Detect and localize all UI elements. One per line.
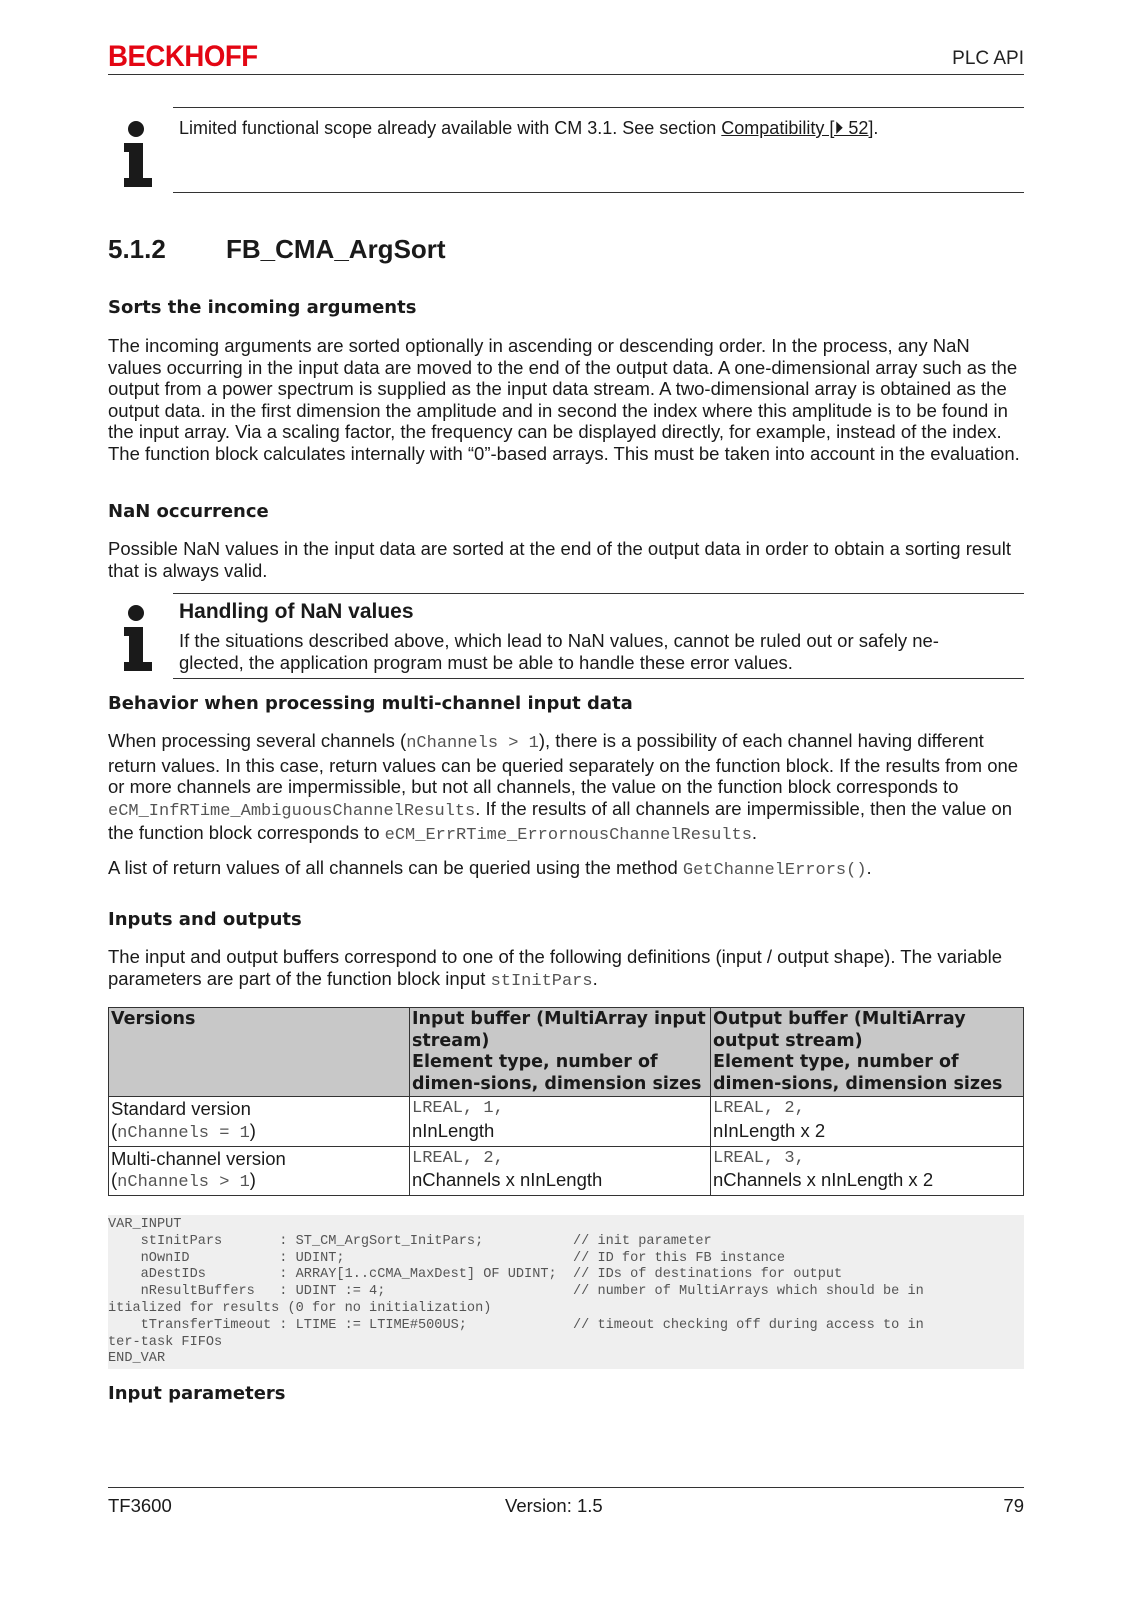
behavior-heading: Behavior when processing multi-channel input data: [108, 693, 633, 714]
footer-version: Version: 1.5: [505, 1495, 603, 1516]
section-number: 5.1.2: [108, 234, 166, 264]
input-params-heading: Input parameters: [108, 1383, 286, 1404]
code-block: VAR_INPUT stInitPars : ST_CM_ArgSort_InitPars; // init parameter nOwnID : UDINT; // ID for this FB instance aDestIDs : ARRAY[1..cCMA_MaxDest] OF UDINT; // IDs of destinations for output nResultBuffers : UDINT := 4; // number of MultiArrays which should be in itialized for results (0 for no initialization) tTransferTimeout : LTIME := LTIME#500US; // timeout checking off during access to in ter-task FIFOs END_VAR: [108, 1215, 1024, 1369]
header-input-buffer: Input buffer (MultiArray input stream) Element type, number of dimen-sions, dimension sizes: [410, 1008, 711, 1097]
footer-divider: [108, 1487, 1024, 1488]
io-paragraph: The input and output buffers correspond to one of the following definitions (input / output shape). The variable parameters are part of the function block input stInitPars.: [108, 946, 1003, 991]
table-header-row: [109, 1008, 1024, 1097]
table-row: Standard version (nChannels = 1) LREAL, 1, nInLength LREAL, 2, nInLength x 2: [109, 1097, 1024, 1146]
info-icon: [124, 121, 152, 187]
nan-paragraph: Possible NaN values in the input data are sorted at the end of the output data in order to obtain a sorting result that is always valid.: [108, 538, 1011, 581]
table-row: Multi-channel version (nChannels > 1) LREAL, 2, nChannels x nInLength LREAL, 3, nChannels x nInLength x 2: [109, 1146, 1024, 1195]
note-text: If the situations described above, which lead to NaN values, cannot be ruled out or safely ne-glected, the application program must be able to handle these error values.: [179, 630, 939, 673]
sorts-paragraph: The incoming arguments are sorted optionally in ascending or descending order. In the process, any NaN values occurring in the input data are moved to the end of the output data. A one-dimensional array such as the output from a power spectrum is supplied as the input data stream. A two-dimensional array is obtained as the output data. in the first dimension the amplitude and in second the index where this amplitude is to be found in the input array. Via a scaling factor, the frequency can be displayed directly, for example, instead of the index. The function block calculates internally with “0”-based arrays. This must be taken into account in the evaluation.: [108, 335, 1020, 464]
header-section: PLC API: [952, 48, 1024, 69]
brand-logo: BECKHOFF: [108, 40, 258, 73]
behavior-paragraph: When processing several channels (nChannels > 1), there is a possibility of each channel having different return values. In this case, return values can be queried separately on the function block. If the results from one or more channels are impermissible, but not all channels, the value on the function block corresponds to eCM_InfRTime_AmbiguousChannelResults. If the results of all channels are impermissible, then the value on the function block corresponds to eCM_ErrRTime_ErrornousChannelResults.: [108, 730, 1019, 846]
section-title: [108, 234, 446, 265]
header-output-buffer: Output buffer (MultiArray output stream) Element type, number of dimen-sions, dimension sizes: [711, 1008, 1024, 1097]
note-box: [173, 107, 1024, 193]
info-icon: [124, 605, 152, 671]
info-note-compatibility: [108, 107, 1024, 193]
footer-page-number: 79: [1003, 1495, 1024, 1516]
footer-product: TF3600: [108, 1495, 172, 1516]
compatibility-link[interactable]: Compatibility [⏵ 52]: [721, 118, 874, 138]
io-heading: Inputs and outputs: [108, 909, 302, 930]
sorts-heading: Sorts the incoming arguments: [108, 297, 417, 318]
nan-heading: NaN occurrence: [108, 501, 269, 522]
header-divider: [108, 74, 1024, 75]
note-text: Limited functional scope already available with CM 3.1. See section Compatibility [⏵ 52].: [179, 118, 879, 138]
io-table: [108, 1007, 1024, 1196]
note-title: Handling of NaN values: [179, 600, 414, 623]
note-box: [173, 593, 1024, 679]
info-note-nan: [108, 593, 1024, 681]
header-versions: Versions: [109, 1008, 410, 1097]
list-paragraph: A list of return values of all channels can be queried using the method GetChannelErrors().: [108, 857, 872, 880]
section-name: FB_CMA_ArgSort: [226, 234, 446, 264]
